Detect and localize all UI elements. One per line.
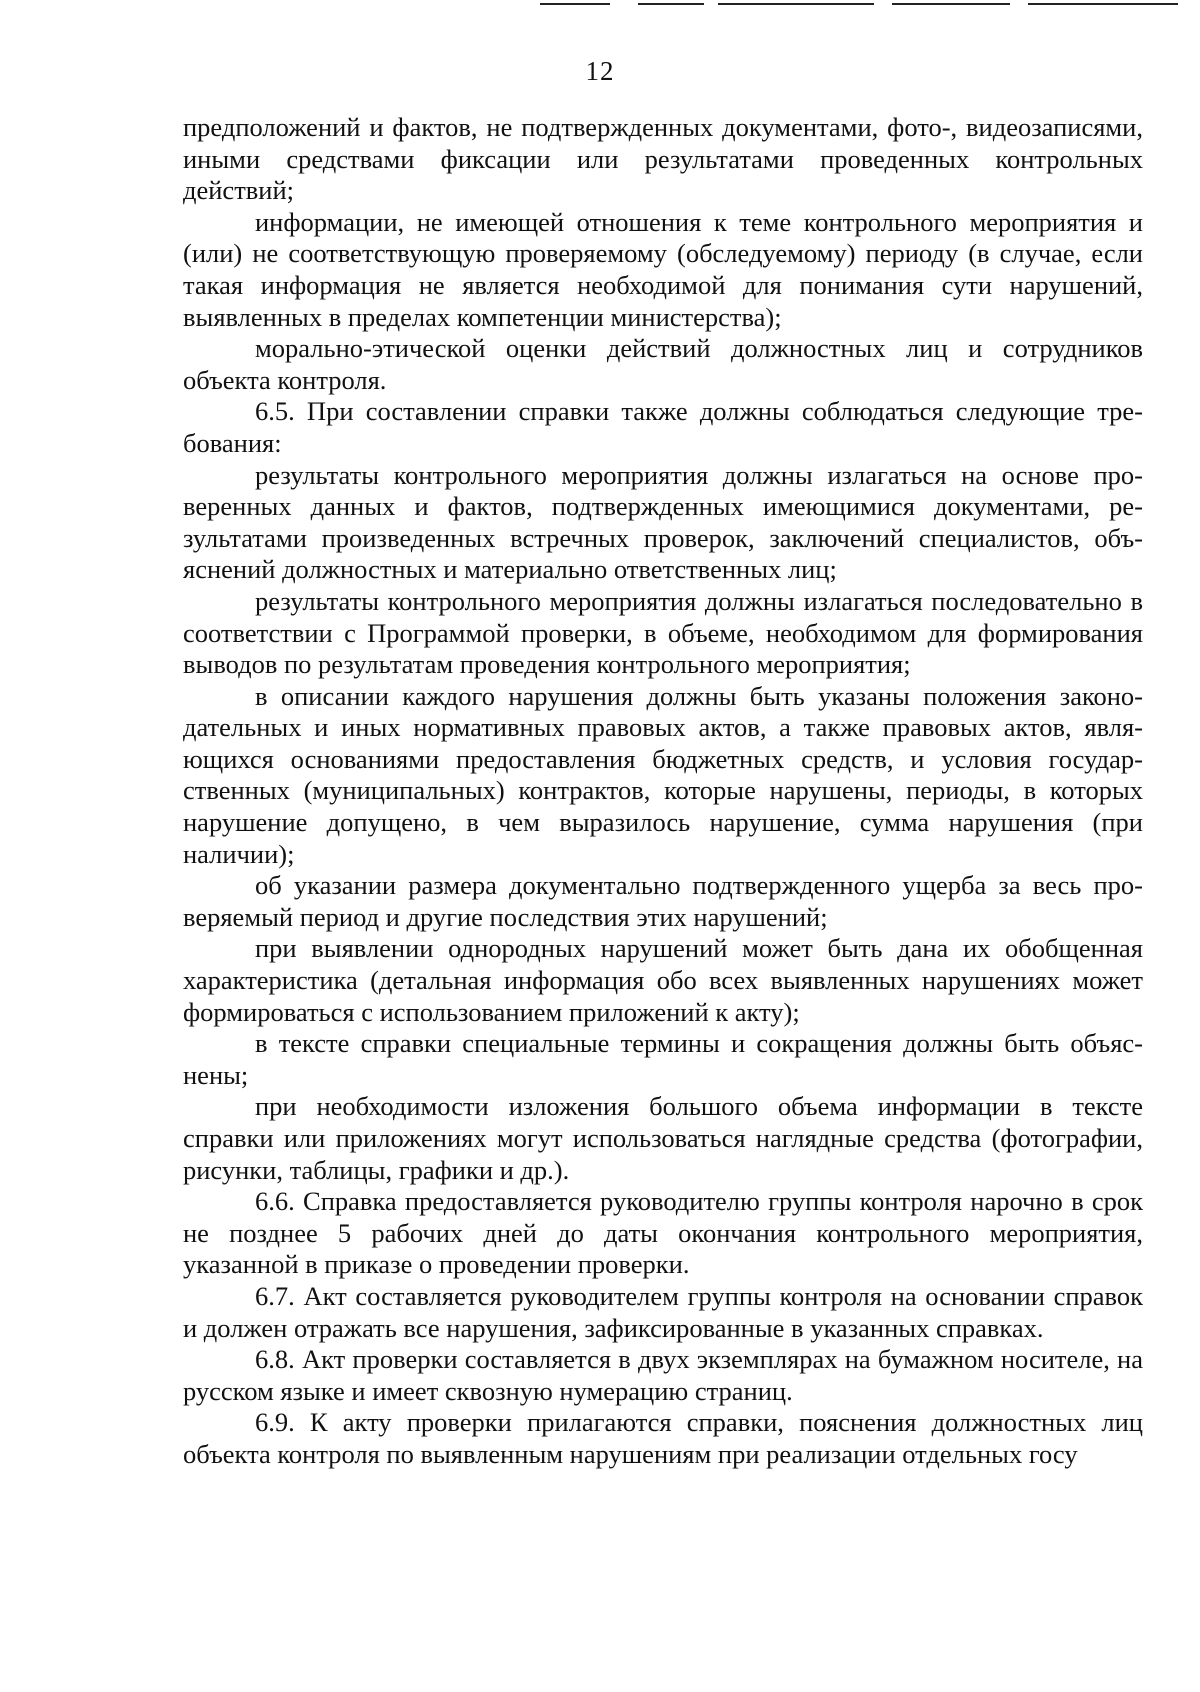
paragraph-13: 6.7. Акт составляется руководителем группы контроля на основании справок и должен отражать все нарушения, зафиксированные в указанных справках. (183, 1280, 1143, 1343)
page-number: 12 (585, 56, 615, 86)
paragraph-2: информации, не имеющей отношения к теме контрольного мероприятия и (или) не соответствующую проверяемому (обследуемому) периоду (в случае, если такая информация не является необходимой для понимания сути нарушений, выявленных в пределах компетенции министерства); (183, 206, 1143, 332)
paragraph-4: 6.5. При составлении справки также должны соблюдаться следующие требования: (183, 396, 1143, 458)
paragraph-1: предположений и фактов, не подтвержденных документами, фото-, видеозаписями, иными средствами фиксации или результатами проведенных контрольных действий; (183, 112, 1143, 206)
document-body (183, 112, 1143, 1471)
paragraph-6: результаты контрольного мероприятия должны излагаться последовательно в соответствии с Программой проверки, в объеме, необходимом для формирования выводов по результатам проведения контрольного мероприятия; (183, 585, 1143, 680)
scan-top-edge-rule (540, 3, 1180, 6)
paragraph-15: 6.9. К акту проверки прилагаются справки, пояснения должностных лиц объекта контроля по выявленным нарушениям при реализации отдельных госу (183, 1407, 1143, 1469)
paragraph-12: 6.6. Справка предоставляется руководителю группы контроля нарочно в срок не позднее 5 рабочих дней до даты окончания контрольного мероприятия, указанной в приказе о проведении проверки. (183, 1186, 1143, 1280)
paragraph-5: результаты контрольного мероприятия должны излагаться на основе проверенных данных и фактов, подтвержденных имеющимися документами, результатами произведенных встречных проверок, заключений специалистов, объяснений должностных и материально ответственных лиц; (183, 459, 1143, 585)
paragraph-8: об указании размера документально подтвержденного ущерба за весь проверяемый период и другие последствия этих нарушений; (183, 870, 1143, 932)
paragraph-11: при необходимости изложения большого объема информации в тексте справки или приложениях могут использоваться наглядные средства (фотографии, рисунки, таблицы, графики и др.). (183, 1091, 1143, 1185)
paragraph-10: в тексте справки специальные термины и сокращения должны быть объяснены; (183, 1028, 1143, 1090)
paragraph-7: в описании каждого нарушения должны быть указаны положения законодательных и иных нормативных правовых актов, а также правовых актов, являющихся основаниями предоставления бюджетных средств, и условия государственных (муниципальных) контрактов, которые нарушены, периоды, в которых нарушение допущено, в чем выразилось нарушение, сумма нарушения (при наличии); (183, 680, 1143, 869)
paragraph-3: морально-этической оценки действий должностных лиц и сотрудников объекта контроля. (183, 333, 1143, 395)
paragraph-9: при выявлении однородных нарушений может быть дана их обобщенная характеристика (детальная информация обо всех выявленных нарушениях может формироваться с использованием приложений к акту); (183, 933, 1143, 1027)
paragraph-14: 6.8. Акт проверки составляется в двух экземплярах на бумажном носителе, на русском языке и имеет сквозную нумерацию страниц. (183, 1344, 1143, 1406)
